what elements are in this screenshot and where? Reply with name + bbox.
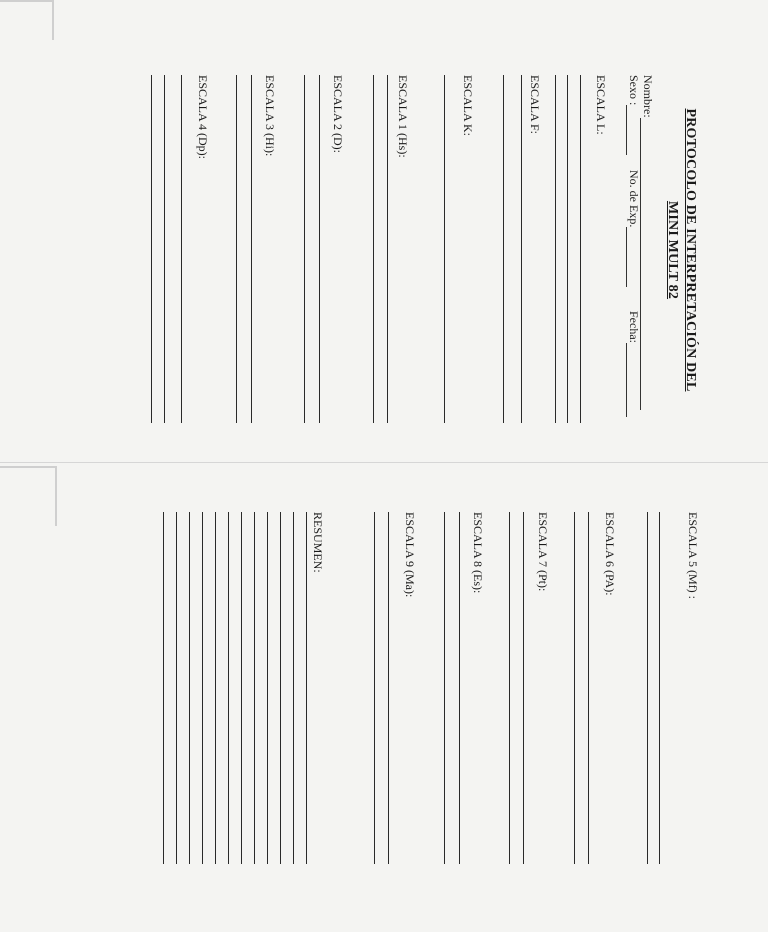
answer-line[interactable] — [181, 75, 182, 423]
answer-line[interactable] — [588, 512, 589, 864]
answer-line[interactable] — [306, 512, 307, 864]
answer-line[interactable] — [319, 75, 320, 423]
answer-line[interactable] — [659, 512, 660, 864]
scan-edge-top-left — [0, 0, 52, 2]
section-label: ESCALA 2 (D): — [331, 75, 345, 153]
section-escala-1-hs — [395, 75, 410, 158]
answer-line[interactable] — [388, 512, 389, 864]
section-escala-6-pa — [602, 512, 617, 596]
answer-line[interactable] — [251, 75, 252, 423]
section-escala-l — [593, 75, 608, 135]
answer-line[interactable] — [555, 75, 556, 423]
answer-line[interactable] — [254, 512, 255, 864]
sexo-field[interactable] — [626, 75, 641, 155]
answer-line[interactable] — [523, 512, 524, 864]
sexo-label: Sexo : — [627, 75, 641, 106]
answer-line[interactable] — [236, 75, 237, 423]
section-escala-8-es — [470, 512, 485, 593]
section-label: ESCALA 3 (Hi): — [263, 75, 277, 157]
answer-line[interactable] — [163, 512, 164, 864]
answer-line[interactable] — [293, 512, 294, 864]
sexo-blank[interactable] — [626, 105, 627, 155]
expediente-blank[interactable] — [626, 227, 627, 287]
section-label: ESCALA F: — [528, 75, 542, 135]
answer-line[interactable] — [202, 512, 203, 864]
answer-line[interactable] — [580, 75, 581, 423]
nombre-label: Nombre: — [641, 75, 655, 118]
answer-line[interactable] — [459, 512, 460, 864]
protocol-title-line-2: MINI MULT 82 — [665, 200, 680, 300]
section-label: ESCALA 1 (Hs): — [396, 75, 410, 158]
answer-line[interactable] — [647, 512, 648, 864]
section-label: ESCALA 4 (Dp): — [196, 75, 210, 159]
answer-line[interactable] — [151, 75, 152, 423]
answer-line[interactable] — [241, 512, 242, 864]
section-label: ESCALA L: — [594, 75, 608, 135]
answer-line[interactable] — [574, 512, 575, 864]
section-label: ESCALA 8 (Es): — [471, 512, 485, 594]
answer-line[interactable] — [373, 75, 374, 423]
protocol-page-1 — [120, 75, 700, 425]
answer-line[interactable] — [189, 512, 190, 864]
scan-edge-mid-vertical — [55, 466, 57, 526]
section-escala-k — [460, 75, 475, 136]
answer-line[interactable] — [280, 512, 281, 864]
answer-line[interactable] — [304, 75, 305, 423]
section-label: ESCALA 9 (Ma): — [403, 512, 417, 598]
protocol-page-2 — [120, 512, 700, 867]
scan-edge-mid-left — [0, 466, 55, 468]
answer-line[interactable] — [509, 512, 510, 864]
expediente-label: No. de Exp. — [627, 170, 641, 228]
section-escala-9-ma — [402, 512, 417, 597]
answer-line[interactable] — [374, 512, 375, 864]
page-fold-line — [0, 462, 768, 463]
fecha-field[interactable] — [626, 311, 641, 417]
protocol-title-line-1: PROTOCOLO DE INTERPRETACIÓN DEL — [683, 108, 698, 392]
section-resumen — [310, 512, 325, 573]
section-escala-4-dp — [195, 75, 210, 159]
section-escala-3-hi — [262, 75, 277, 156]
section-label: RESUMEN: — [311, 512, 325, 573]
fecha-blank[interactable] — [626, 343, 627, 417]
answer-line[interactable] — [503, 75, 504, 423]
section-label: ESCALA 7 (Pt): — [536, 512, 550, 592]
answer-line[interactable] — [444, 512, 445, 864]
answer-line[interactable] — [521, 75, 522, 423]
section-escala-5-mf — [685, 512, 700, 599]
expediente-field[interactable] — [626, 170, 641, 287]
answer-line[interactable] — [176, 512, 177, 864]
section-escala-7-pt — [535, 512, 550, 591]
answer-line[interactable] — [228, 512, 229, 864]
answer-line[interactable] — [444, 75, 445, 423]
answer-line[interactable] — [164, 75, 165, 423]
section-escala-f — [527, 75, 542, 134]
answer-line[interactable] — [215, 512, 216, 864]
answer-line[interactable] — [387, 75, 388, 423]
answer-line[interactable] — [267, 512, 268, 864]
scan-edge-left-vertical — [52, 0, 54, 40]
section-escala-2-d — [330, 75, 345, 153]
section-label: ESCALA K: — [461, 75, 475, 137]
section-label: ESCALA 5 (Mf) : — [686, 512, 700, 599]
answer-line[interactable] — [567, 75, 568, 423]
nombre-field[interactable] — [640, 75, 655, 410]
section-label: ESCALA 6 (PA): — [603, 512, 617, 596]
fecha-label: Fecha: — [627, 311, 641, 343]
